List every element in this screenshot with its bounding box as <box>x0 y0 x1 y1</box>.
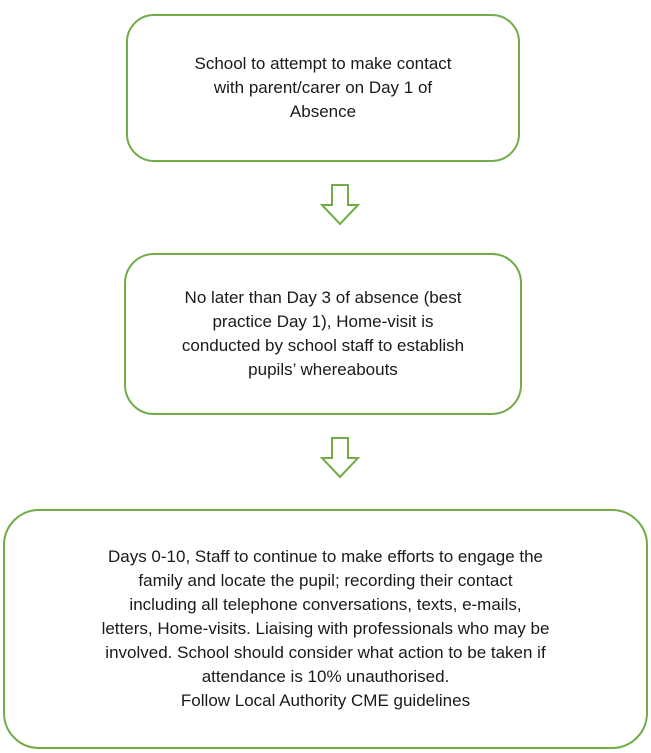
step-3-line-6: attendance is 10% unauthorised. <box>201 667 450 686</box>
step-3-line-3: including all telephone conversations, texts, e-mails, <box>129 595 522 614</box>
step-3-line-1: Days 0-10, Staff to continue to make efforts to engage the <box>107 547 544 566</box>
down-arrow-outline-icon <box>318 436 362 480</box>
step-2-line-2: practice Day 1), Home-visit is <box>212 312 434 331</box>
step-1-text <box>194 52 451 124</box>
step-3-line-4: letters, Home-visits. Liaising with professionals who may be <box>101 619 550 638</box>
step-3-line-5: involved. School should consider what action to be taken if <box>105 643 546 662</box>
flowchart-step-1 <box>126 14 520 162</box>
step-1-line-2: with parent/carer on Day 1 of <box>213 78 433 97</box>
step-2-text <box>182 286 464 382</box>
flowchart-step-2 <box>124 253 522 415</box>
step-2-line-3: conducted by school staff to establish <box>181 336 465 355</box>
step-3-text <box>102 545 550 713</box>
step-3-line-7: Follow Local Authority CME guidelines <box>180 691 471 710</box>
step-2-line-1: No later than Day 3 of absence (best <box>184 288 462 307</box>
step-2-line-4: pupils’ whereabouts <box>248 360 398 379</box>
step-1-line-1: School to attempt to make contact <box>194 54 452 73</box>
down-arrow-outline-icon <box>318 183 362 227</box>
step-1-line-3: Absence <box>289 102 357 121</box>
flowchart-step-3 <box>3 509 648 749</box>
step-3-line-2: family and locate the pupil; recording their contact <box>138 571 513 590</box>
